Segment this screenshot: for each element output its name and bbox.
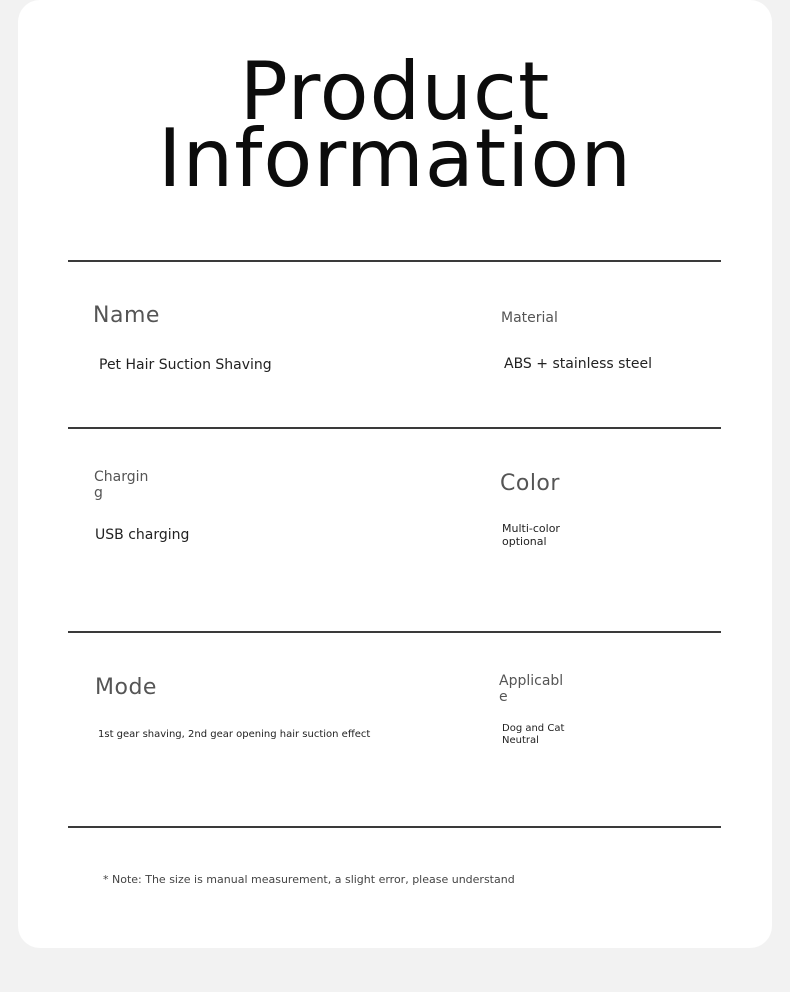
name-label: Name [93, 303, 160, 328]
page-title-line-2: Information [157, 112, 633, 205]
name-value: Pet Hair Suction Shaving [99, 357, 272, 373]
charging-label: Chargin g [94, 469, 149, 501]
color-label: Color [500, 471, 560, 496]
applicable-label: Applicabl e [499, 673, 564, 705]
material-label: Material [501, 310, 558, 326]
divider [68, 260, 721, 262]
applicable-value: Dog and Cat Neutral [502, 723, 565, 746]
charging-value: USB charging [95, 527, 190, 543]
color-value: Multi-color optional [502, 522, 560, 548]
divider [68, 631, 721, 633]
material-value: ABS + stainless steel [504, 356, 653, 372]
footnote: * Note: The size is manual measurement, a slight error, please understand [103, 873, 515, 886]
divider [68, 427, 721, 429]
divider [68, 826, 721, 828]
page-title-line-1: Product [239, 45, 551, 138]
mode-label: Mode [95, 675, 157, 700]
mode-value: 1st gear shaving, 2nd gear opening hair suction effect [98, 729, 371, 740]
